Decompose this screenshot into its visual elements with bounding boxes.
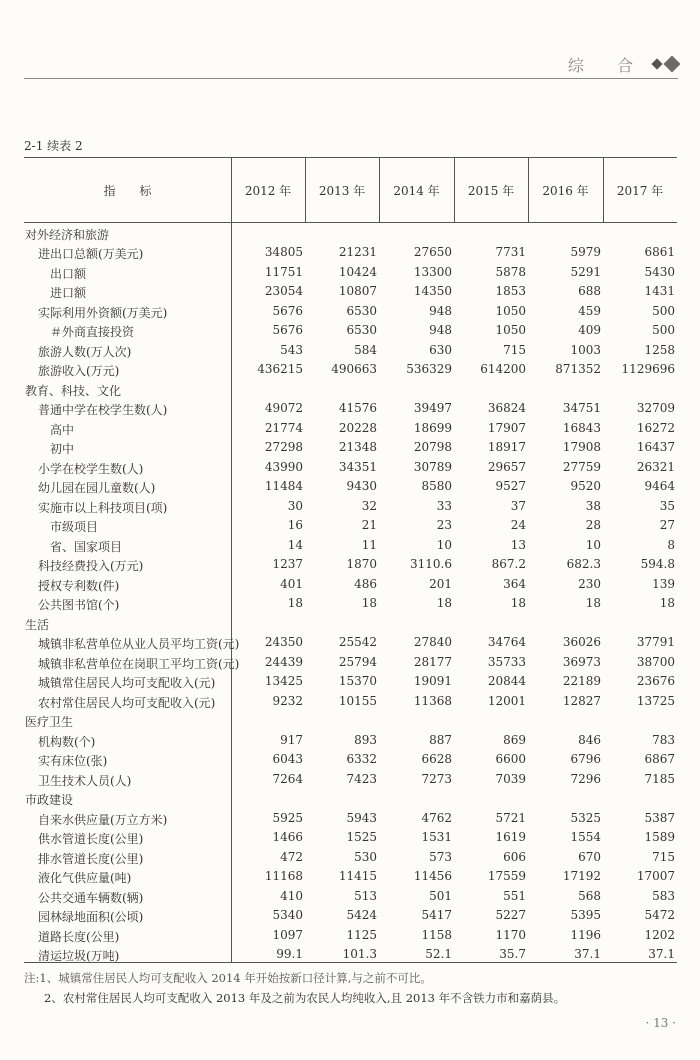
cell-value: 52.1 [425,947,452,962]
cell-value: 530 [354,849,377,864]
table-row [24,828,677,848]
cell-value: 486 [354,576,377,591]
cell-value: 500 [652,323,675,338]
cell-value: 27650 [413,245,452,260]
cell-value: 5721 [495,810,526,825]
table-row [24,477,677,497]
cell-value: 18699 [413,420,452,435]
table-row [24,731,677,751]
cell-value: 34751 [562,401,601,416]
cell-value: 16437 [636,440,675,455]
cell-value: 201 [429,576,452,591]
cell-value: 36824 [487,401,526,416]
cell-value: 16272 [636,420,675,435]
column-divider [528,158,529,222]
cell-value: 41576 [338,401,377,416]
cell-value: 1196 [570,927,601,942]
header-indicator: 指 标 [103,183,152,198]
row-label: 市级项目 [50,520,99,535]
table-row [24,516,677,536]
cell-value: 17007 [636,869,675,884]
cell-value: 6043 [272,752,303,767]
cell-value: 7039 [495,771,526,786]
table-row [24,497,677,517]
row-label: 幼儿园在园儿童数(人) [38,481,156,496]
cell-value: 6600 [495,752,526,767]
table-row [24,926,677,946]
cell-value: 10155 [338,693,377,708]
cell-value: 36026 [562,635,601,650]
row-label: 农村常住居民人均可支配收入(元) [38,695,216,710]
cell-value: 11 [361,537,377,552]
row-label: ＃外商直接投资 [50,325,135,340]
row-label: 实有床位(张) [38,754,108,769]
row-label: 道路长度(公里) [38,929,120,944]
cell-value: 1525 [346,830,377,845]
table-row [24,555,677,575]
cell-value: 10 [585,537,601,552]
statistics-table [24,157,677,963]
section-row [24,224,677,244]
table-row [24,770,677,790]
cell-value: 17192 [562,869,601,884]
cell-value: 14350 [413,284,452,299]
cell-value: 25794 [338,654,377,669]
column-divider [603,158,604,222]
cell-value: 584 [354,342,377,357]
row-label: 公共交通车辆数(辆) [38,890,144,905]
cell-value: 28177 [413,654,452,669]
cell-value: 35 [659,498,675,513]
cell-value: 10 [436,537,452,552]
column-divider [454,158,455,222]
cell-value: 26321 [636,459,675,474]
cell-value: 6530 [346,323,377,338]
cell-value: 19091 [413,674,452,689]
row-label: 自来水供应量(万立方米) [38,812,168,827]
cell-value: 887 [429,732,452,747]
cell-value: 35733 [487,654,526,669]
cell-value: 32709 [636,401,675,416]
cell-value: 11368 [413,693,452,708]
table-row [24,887,677,907]
cell-value: 13725 [636,693,675,708]
cell-value: 13425 [264,674,303,689]
cell-value: 1554 [570,830,601,845]
table-row [24,321,677,341]
cell-value: 20844 [487,674,526,689]
cell-value: 35.7 [499,947,526,962]
cell-value: 9430 [346,479,377,494]
cell-value: 7264 [272,771,303,786]
header-year: 2015 年 [467,183,515,198]
note-2: 2、农村常住居民人均可支配收入 2013 年及之前为农民人均纯收入,且 2013 年不含铁力市和嘉荫县。 [44,991,566,1005]
cell-value: 948 [429,323,452,338]
cell-value: 688 [578,284,601,299]
row-label: 机构数(个) [38,734,96,749]
cell-value: 9527 [495,479,526,494]
cell-value: 8580 [421,479,452,494]
cell-value: 34351 [338,459,377,474]
cell-value: 1129696 [621,362,675,377]
cell-value: 20228 [338,420,377,435]
cell-value: 21774 [264,420,303,435]
cell-value: 7185 [644,771,675,786]
table-row [24,263,677,283]
cell-value: 1050 [495,303,526,318]
cell-value: 7423 [346,771,377,786]
cell-value: 6867 [644,752,675,767]
row-label: 园林绿地面积(公顷) [38,910,144,925]
cell-value: 409 [578,323,601,338]
cell-value: 16 [287,518,303,533]
cell-value: 401 [280,576,303,591]
cell-value: 10424 [338,264,377,279]
table-row [24,809,677,829]
cell-value: 30789 [413,459,452,474]
diamond-icons [653,58,678,70]
row-label: 城镇常住居民人均可支配收入(元) [38,676,216,691]
cell-value: 501 [429,888,452,903]
cell-value: 49072 [264,401,303,416]
cell-value: 37.1 [648,947,675,962]
cell-value: 490663 [331,362,377,377]
cell-value: 27 [659,518,675,533]
header-rule [24,78,678,79]
row-label: 授权专利数(件) [38,578,120,593]
cell-value: 6796 [570,752,601,767]
row-label: 省、国家项目 [50,539,123,554]
cell-value: 6861 [644,245,675,260]
page-number: · 13 · [645,1016,676,1030]
cell-value: 1531 [421,830,452,845]
cell-value: 893 [354,732,377,747]
large-diamond-icon [664,56,681,73]
header-year: 2014 年 [393,183,440,198]
cell-value: 37 [510,498,526,513]
cell-value: 614200 [480,362,526,377]
cell-value: 459 [578,303,601,318]
cell-value: 20798 [413,440,452,455]
cell-value: 18 [510,596,526,611]
cell-value: 9464 [644,479,675,494]
cell-value: 27298 [264,440,303,455]
cell-value: 1589 [644,830,675,845]
row-label: 旅游收入(万元) [38,364,120,379]
cell-value: 568 [578,888,601,903]
cell-value: 867.2 [491,557,526,572]
cell-value: 1202 [644,927,675,942]
cell-value: 4762 [421,810,452,825]
cell-value: 917 [280,732,303,747]
cell-value: 9520 [570,479,601,494]
cell-value: 43990 [264,459,303,474]
table-row [24,633,677,653]
cell-value: 1050 [495,323,526,338]
cell-value: 37.1 [574,947,601,962]
section-label: 生活 [25,617,50,632]
cell-value: 27840 [413,635,452,650]
table-row [24,458,677,478]
cell-value: 6332 [346,752,377,767]
cell-value: 536329 [406,362,452,377]
section-row [24,614,677,634]
cell-value: 500 [652,303,675,318]
table-row [24,282,677,302]
cell-value: 101.3 [342,947,377,962]
row-label: 科技经费投入(万元) [38,559,144,574]
cell-value: 13 [510,537,526,552]
table-notes [24,968,565,1008]
cell-value: 36973 [562,654,601,669]
table-row [24,867,677,887]
cell-value: 28 [585,518,601,533]
cell-value: 583 [652,888,675,903]
row-label: 进出口总额(万美元) [38,247,144,262]
cell-value: 7296 [570,771,601,786]
cell-value: 12001 [487,693,526,708]
cell-value: 23 [436,518,452,533]
cell-value: 551 [503,888,526,903]
cell-value: 5979 [570,245,601,260]
cell-value: 670 [578,849,601,864]
column-divider [305,158,306,222]
cell-value: 17907 [487,420,526,435]
small-diamond-icon [651,58,662,69]
row-label: 供水管道长度(公里) [38,832,144,847]
cell-value: 472 [280,849,303,864]
cell-value: 18 [659,596,675,611]
row-label: 初中 [50,442,75,457]
cell-value: 513 [354,888,377,903]
cell-value: 18 [585,596,601,611]
cell-value: 5925 [272,810,303,825]
table-header [24,158,677,223]
cell-value: 33 [436,498,452,513]
cell-value: 1466 [272,830,303,845]
cell-value: 1853 [495,284,526,299]
row-label: 实际利用外资额(万美元) [38,305,168,320]
table-row [24,399,677,419]
cell-value: 5943 [346,810,377,825]
table-row [24,945,677,965]
table-row [24,575,677,595]
cell-value: 5387 [644,810,675,825]
header-year: 2012 年 [244,183,292,198]
note-1: 注:1、城镇常住居民人均可支配收入 2014 年开始按新口径计算,与之前不可比。 [24,971,432,985]
column-divider [379,158,380,222]
row-label: 清运垃圾(万吨) [38,949,120,964]
cell-value: 39497 [413,401,452,416]
cell-value: 30 [287,498,303,513]
table-row [24,848,677,868]
cell-value: 27759 [562,459,601,474]
section-row [24,380,677,400]
cell-value: 410 [280,888,303,903]
cell-value: 1431 [644,284,675,299]
cell-value: 12827 [562,693,601,708]
table-row [24,653,677,673]
row-label: 小学在校学生数(人) [38,461,144,476]
table-row [24,360,677,380]
cell-value: 1619 [495,830,526,845]
row-label: 排水管道长度(公里) [38,851,144,866]
cell-value: 38 [585,498,601,513]
table-row [24,302,677,322]
cell-value: 630 [429,342,452,357]
cell-value: 871352 [555,362,601,377]
cell-value: 23054 [264,284,303,299]
section-row [24,789,677,809]
cell-value: 543 [280,342,303,357]
cell-value: 5227 [495,908,526,923]
cell-value: 29657 [487,459,526,474]
cell-value: 99.1 [276,947,303,962]
cell-value: 606 [503,849,526,864]
cell-value: 8 [667,537,675,552]
row-label: 进口额 [50,286,87,301]
cell-value: 11168 [264,869,303,884]
cell-value: 715 [652,849,675,864]
cell-value: 5424 [346,908,377,923]
cell-value: 1170 [495,927,526,942]
cell-value: 594.8 [640,557,675,572]
table-row [24,594,677,614]
row-label: 出口额 [50,266,87,281]
row-label: 旅游人数(万人次) [38,344,132,359]
cell-value: 24 [510,518,526,533]
cell-value: 436215 [257,362,303,377]
cell-value: 1237 [272,557,303,572]
cell-value: 11456 [413,869,452,884]
cell-value: 13300 [413,264,452,279]
cell-value: 18917 [487,440,526,455]
cell-value: 1097 [272,927,303,942]
cell-value: 948 [429,303,452,318]
row-label: 卫生技术人员(人) [38,773,132,788]
header-year: 2013 年 [318,183,366,198]
cell-value: 18 [361,596,377,611]
cell-value: 5417 [421,908,452,923]
cell-value: 7273 [421,771,452,786]
table-row [24,672,677,692]
cell-value: 573 [429,849,452,864]
cell-value: 6530 [346,303,377,318]
cell-value: 5878 [495,264,526,279]
row-label: 实施市以上科技项目(项) [38,500,168,515]
cell-value: 21231 [338,245,377,260]
table-caption: 2-1 续表 2 [24,139,83,153]
cell-value: 5676 [272,303,303,318]
running-head-title: 综 合 [567,55,647,75]
cell-value: 5395 [570,908,601,923]
cell-value: 846 [578,732,601,747]
cell-value: 10807 [338,284,377,299]
cell-value: 22189 [562,674,601,689]
cell-value: 11415 [338,869,377,884]
table-row [24,438,677,458]
section-label: 医疗卫生 [25,715,74,730]
cell-value: 230 [578,576,601,591]
running-head [568,52,678,76]
cell-value: 21 [361,518,377,533]
cell-value: 5291 [570,264,601,279]
table-row [24,243,677,263]
cell-value: 1003 [570,342,601,357]
row-label: 公共图书馆(个) [38,598,120,613]
cell-value: 715 [503,342,526,357]
cell-value: 783 [652,732,675,747]
cell-value: 25542 [338,635,377,650]
table-row [24,341,677,361]
cell-value: 34764 [487,635,526,650]
cell-value: 1870 [346,557,377,572]
cell-value: 38700 [636,654,675,669]
cell-value: 5676 [272,323,303,338]
table-row [24,750,677,770]
cell-value: 34805 [264,245,303,260]
cell-value: 23676 [636,674,675,689]
cell-value: 7731 [495,245,526,260]
cell-value: 17559 [487,869,526,884]
cell-value: 15370 [338,674,377,689]
cell-value: 5340 [272,908,303,923]
cell-value: 11484 [264,479,303,494]
cell-value: 21348 [338,440,377,455]
cell-value: 32 [361,498,377,513]
table-row [24,906,677,926]
cell-value: 3110.6 [410,557,452,572]
table-row [24,419,677,439]
cell-value: 11751 [264,264,303,279]
cell-value: 5472 [644,908,675,923]
cell-value: 18 [436,596,452,611]
cell-value: 6628 [421,752,452,767]
cell-value: 18 [287,596,303,611]
cell-value: 37791 [636,635,675,650]
row-label: 液化气供应量(吨) [38,871,132,886]
cell-value: 16843 [562,420,601,435]
cell-value: 1258 [644,342,675,357]
cell-value: 682.3 [566,557,601,572]
row-label: 普通中学在校学生数(人) [38,403,168,418]
section-row [24,711,677,731]
cell-value: 17908 [562,440,601,455]
row-label: 高中 [50,422,75,437]
row-label: 城镇非私营单位在岗职工平均工资(元) [38,656,240,671]
header-year: 2017 年 [616,183,664,198]
table-row [24,692,677,712]
cell-value: 5430 [644,264,675,279]
cell-value: 364 [503,576,526,591]
row-label: 城镇非私营单位从业人员平均工资(元) [38,637,240,652]
cell-value: 9232 [272,693,303,708]
cell-value: 24350 [264,635,303,650]
cell-value: 5325 [570,810,601,825]
section-label: 教育、科技、文化 [25,383,122,398]
header-year: 2016 年 [542,183,589,198]
cell-value: 14 [287,537,303,552]
cell-value: 139 [652,576,675,591]
cell-value: 24439 [264,654,303,669]
table-row [24,536,677,556]
section-label: 市政建设 [25,793,74,808]
section-label: 对外经济和旅游 [25,228,110,242]
cell-value: 1125 [346,927,377,942]
cell-value: 869 [503,732,526,747]
cell-value: 1158 [421,927,452,942]
